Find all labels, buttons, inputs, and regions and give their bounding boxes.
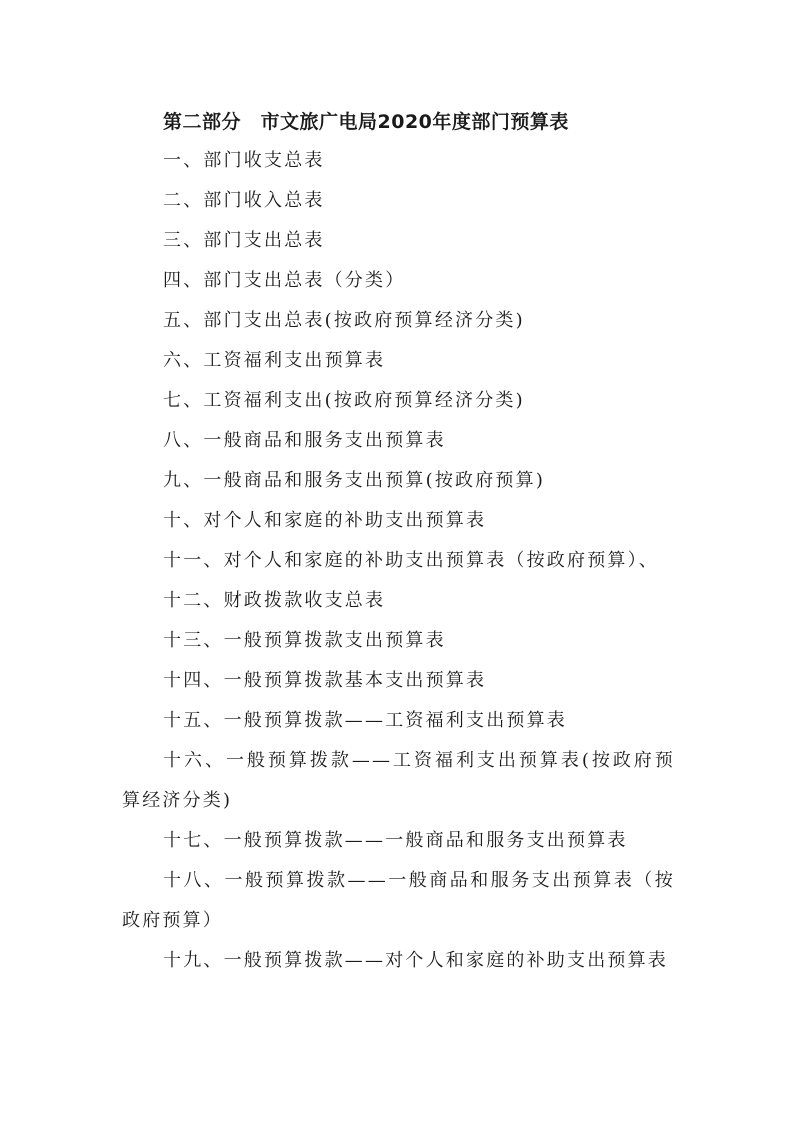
page-title: 第二部分 市文旅广电局2020年度部门预算表	[163, 111, 569, 133]
list-item-13: 十三、一般预算拨款支出预算表	[163, 630, 446, 651]
list-item-12: 十二、财政拨款收支总表	[163, 590, 386, 611]
list-item-17: 十七、一般预算拨款——一般商品和服务支出预算表	[163, 830, 628, 851]
list-item-10: 十、对个人和家庭的补助支出预算表	[163, 510, 487, 531]
list-item-14: 十四、一般预算拨款基本支出预算表	[163, 670, 487, 691]
list-item-5: 五、部门支出总表(按政府预算经济分类)	[163, 310, 525, 331]
list-item-8: 八、一般商品和服务支出预算表	[163, 430, 446, 451]
list-item-2: 二、部门收入总表	[163, 190, 325, 211]
list-item-15: 十五、一般预算拨款——工资福利支出预算表	[163, 710, 567, 731]
list-item-19: 十九、一般预算拨款——对个人和家庭的补助支出预算表	[163, 950, 668, 971]
list-item-6: 六、工资福利支出预算表	[163, 350, 386, 371]
list-item-9: 九、一般商品和服务支出预算(按政府预算)	[163, 470, 546, 491]
list-item-18: 十八、一般预算拨款——一般商品和服务支出预算表（按政府预算）	[122, 870, 675, 931]
list-item-11: 十一、对个人和家庭的补助支出预算表（按政府预算）、	[163, 550, 659, 571]
list-item-7: 七、工资福利支出(按政府预算经济分类)	[163, 390, 525, 411]
list-item-4: 四、部门支出总表（分类）	[163, 270, 406, 291]
list-item-16: 十六、一般预算拨款——工资福利支出预算表(按政府预算经济分类)	[122, 750, 675, 811]
list-item-1: 一、部门收支总表	[163, 150, 325, 171]
list-item-3: 三、部门支出总表	[163, 230, 325, 251]
